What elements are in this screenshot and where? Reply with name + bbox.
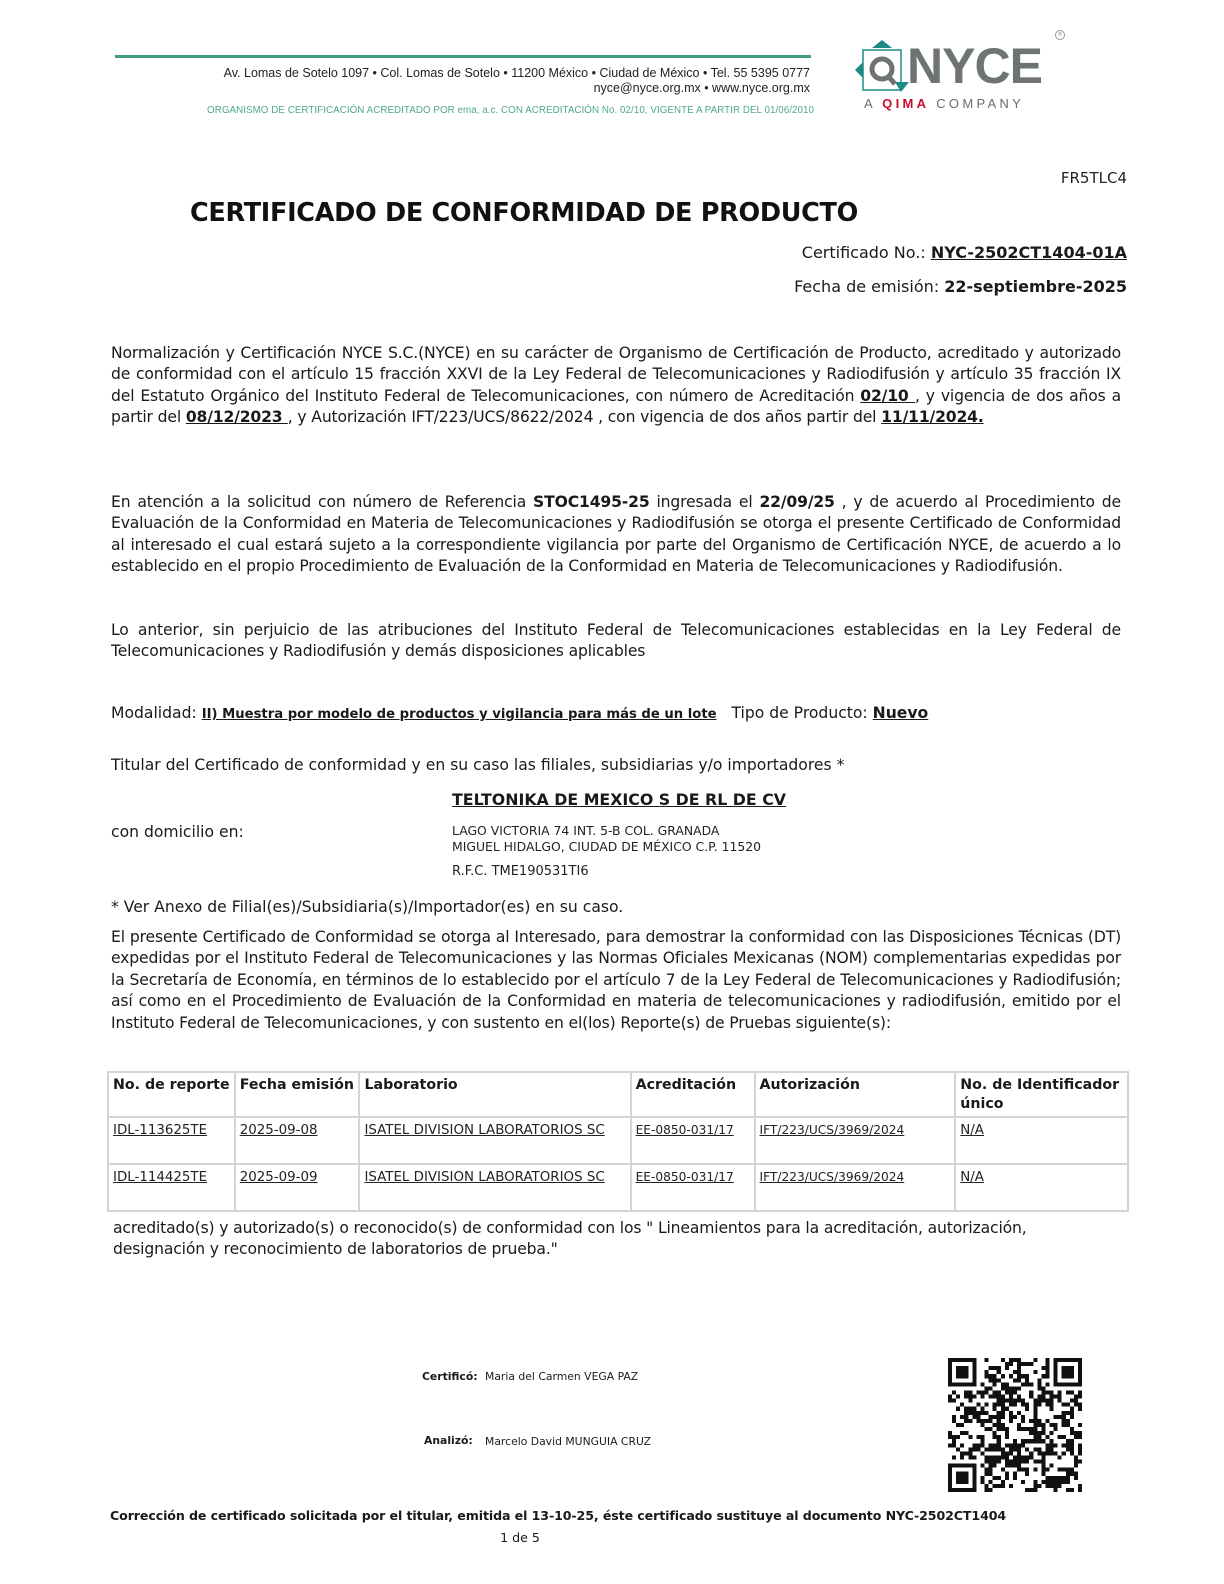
cell-issue-date	[235, 1164, 360, 1211]
document-title: CERTIFICADO DE CONFORMIDAD DE PRODUCTO	[189, 198, 859, 228]
paragraph-conformity: El presente Certificado de Conformidad se otorga al Interesado, para demostrar la conformidad con las Disposiciones Técnicas (DT) expedidas por el Instituto Federal de Telecomunicaciones y las Normas Oficiales Mexicanas (NOM) complementarias expedidas por la Secretaría de Economía, en términos de lo establecido por el artículo 7 de la Ley Federal de Telecomunicaciones y Radiodifusión; así como en el Procedimiento de Evaluación de la Conformidad en materia de telecomunicaciones y radiodifusión, emitido por el Instituto Federal de Telecomunicaciones, y con sustento en el(los) Reporte(s) de Pruebas siguiente(s):	[111, 928, 1121, 1032]
holder-rfc: R.F.C. TME190531TI6	[452, 864, 589, 879]
authorization-date: 11/11/2024.	[881, 408, 984, 427]
table-row	[108, 1117, 1128, 1164]
modality-value: II) Muestra por modelo de productos y vigilancia para más de un lote	[201, 707, 717, 722]
issue-date-label: Fecha de emisión:	[794, 277, 945, 296]
product-type-label: Tipo de Producto:	[716, 704, 873, 722]
col-header-accreditation: Acreditación	[631, 1072, 755, 1117]
nyce-logo	[855, 30, 1075, 120]
cell-unique-id	[955, 1117, 1128, 1164]
table-row	[108, 1164, 1128, 1211]
analyzed-by-label: Analizó:	[424, 1434, 473, 1447]
report-date: 2025-09-09	[239, 1170, 318, 1185]
laboratory-name: ISATEL DIVISION LABORATORIOS SC	[364, 1123, 605, 1138]
tagline-post: COMPANY	[929, 96, 1025, 111]
certified-by-name: Maria del Carmen VEGA PAZ	[485, 1370, 639, 1383]
report-no: IDL-114425TE	[113, 1170, 208, 1185]
paragraph-accreditation	[111, 343, 1121, 429]
paragraph-laboratories: acreditado(s) y autorizado(s) o reconocido(s) de conformidad con los " Lineamientos para la acreditación, autorización, designación y reconocimiento de laboratorios de prueba."	[113, 1219, 1027, 1259]
certificate-number	[802, 243, 1127, 262]
col-header-authorization: Autorización	[755, 1072, 956, 1117]
validity-start-date: 08/12/2023	[185, 408, 288, 427]
p2-text: ingresada el	[649, 493, 760, 511]
issue-date	[794, 277, 1127, 296]
unique-id: N/A	[960, 1123, 984, 1138]
cell-laboratory	[359, 1164, 630, 1211]
cell-issue-date	[235, 1117, 360, 1164]
table-header-row	[108, 1072, 1128, 1117]
holder-company: TELTONIKA DE MEXICO S DE RL DE CV	[452, 790, 787, 809]
tagline-pre: A	[864, 96, 883, 111]
analyzed-by-name: Marcelo David MUNGUIA CRUZ	[485, 1435, 652, 1448]
p1-text: , y Autorización IFT/223/UCS/8622/2024 , con vigencia de dos años partir del	[287, 408, 882, 427]
address-line-1: LAGO VICTORIA 74 INT. 5-B COL. GRANADA	[452, 823, 720, 838]
annex-note: * Ver Anexo de Filial(es)/Subsidiaria(s)/Importador(es) en su caso.	[111, 898, 624, 916]
p2-text: , y de acuerdo al Procedimiento de Evaluación de la Conformidad en Materia de Telecomunicaciones y Radiodifusión se otorga el presente Certificado de Conformidad al interesado el cual estará sujeto a la correspondiente vigilancia por parte del Organismo de Certificación NYCE, de acuerdo a lo establecido en el propio Procedimiento de Evaluación de la Conformidad en Materia de Telecomunicaciones y Radiodifusión.	[111, 493, 1121, 576]
qr-code-icon	[948, 1358, 1082, 1492]
lab-authorization: IFT/223/UCS/3969/2024	[759, 1123, 905, 1137]
address-line: Av. Lomas de Sotelo 1097 • Col. Lomas de Sotelo • 11200 México • Ciudad de México • Tel. 55 5395 0777	[223, 66, 810, 80]
p1-text: Normalización y Certificación NYCE S.C.(NYCE) en su carácter de Organismo de Certificación de Producto, acreditado y autorizado de conformidad con el artículo 15 fracción XXVI de la Ley Federal de Telecomunicaciones y Radiodifusión y artículo 35 fracción IX del Estatuto Orgánico del Instituto Federal de Telecomunicaciones, con número de Acreditación	[111, 344, 1121, 405]
qr-finder-pattern	[1054, 1358, 1082, 1386]
report-no: IDL-113625TE	[113, 1123, 208, 1138]
form-code: FR5TLC4	[1060, 169, 1127, 187]
registered-mark: ®	[1055, 30, 1065, 40]
domicile-label: con domicilio en:	[111, 823, 244, 841]
tagline-brand: QIMA	[882, 96, 930, 111]
cell-report-no	[108, 1164, 235, 1211]
product-type-value: Nuevo	[872, 704, 929, 722]
col-header-laboratory: Laboratorio	[359, 1072, 630, 1117]
footer-correction-note: Corrección de certificado solicitada por el titular, emitida el 13-10-25, éste certificado sustituye al documento NYC-2502CT1404	[110, 1508, 1007, 1523]
certified-by-label: Certificó:	[422, 1370, 478, 1383]
reports-table	[107, 1071, 1129, 1212]
address-line-2: MIGUEL HIDALGO, CIUDAD DE MÉXICO C.P. 11520	[452, 839, 761, 854]
cell-authorization	[755, 1164, 956, 1211]
report-date: 2025-09-08	[239, 1123, 318, 1138]
contact-line: nyce@nyce.org.mx • www.nyce.org.mx	[593, 81, 810, 95]
laboratory-name: ISATEL DIVISION LABORATORIOS SC	[364, 1170, 605, 1185]
paragraph-request	[111, 492, 1121, 578]
modality-line	[111, 704, 928, 722]
issue-date-value: 22-septiembre-2025	[944, 277, 1127, 296]
lab-accreditation: EE-0850-031/17	[635, 1170, 734, 1184]
cell-laboratory	[359, 1117, 630, 1164]
lab-accreditation: EE-0850-031/17	[635, 1123, 734, 1137]
entry-date: 22/09/25	[759, 493, 835, 511]
cell-unique-id	[955, 1164, 1128, 1211]
qr-finder-pattern	[948, 1358, 976, 1386]
modality-label: Modalidad:	[111, 704, 202, 722]
holder-address	[452, 823, 761, 855]
magnifier-logo-icon	[855, 40, 911, 102]
qr-finder-pattern	[948, 1464, 976, 1492]
col-header-report-no: No. de reporte	[108, 1072, 235, 1117]
paragraph-disclaimer: Lo anterior, sin perjuicio de las atribuciones del Instituto Federal de Telecomunicaciones establecidas en la Ley Federal de Telecomunicaciones y Radiodifusión y demás disposiciones aplicables	[111, 621, 1121, 661]
logo-tagline	[864, 96, 1024, 111]
page-number: 1 de 5	[500, 1530, 540, 1545]
header-accent-line	[115, 55, 811, 58]
p2-text: En atención a la solicitud con número de Referencia	[111, 493, 534, 511]
holder-intro: Titular del Certificado de conformidad y en su caso las filiales, subsidiarias y/o importadores *	[111, 756, 845, 774]
p1-text: , y vigencia de dos años a partir del	[111, 386, 1121, 427]
header-address	[110, 66, 810, 96]
reference-number: STOC1495-25	[533, 493, 650, 511]
cell-report-no	[108, 1117, 235, 1164]
unique-id: N/A	[960, 1170, 984, 1185]
cell-authorization	[755, 1117, 956, 1164]
cell-accreditation	[631, 1117, 755, 1164]
col-header-unique-id: No. de Identificador único	[955, 1072, 1128, 1117]
logo-wordmark: NYCE	[907, 38, 1042, 94]
col-header-issue-date: Fecha emisión	[235, 1072, 360, 1117]
cert-no-value: NYC-2502CT1404-01A	[930, 243, 1127, 262]
cert-no-label: Certificado No.:	[801, 243, 931, 262]
accreditation-number: 02/10	[860, 386, 916, 405]
lab-authorization: IFT/223/UCS/3969/2024	[759, 1170, 905, 1184]
cell-accreditation	[631, 1164, 755, 1211]
accreditation-line: ORGANISMO DE CERTIFICACIÓN ACREDITADO POR ema, a.c. CON ACREDITACIÓN No. 02/10, VIGENTE A PARTIR DEL 01/06/2010	[207, 105, 814, 116]
